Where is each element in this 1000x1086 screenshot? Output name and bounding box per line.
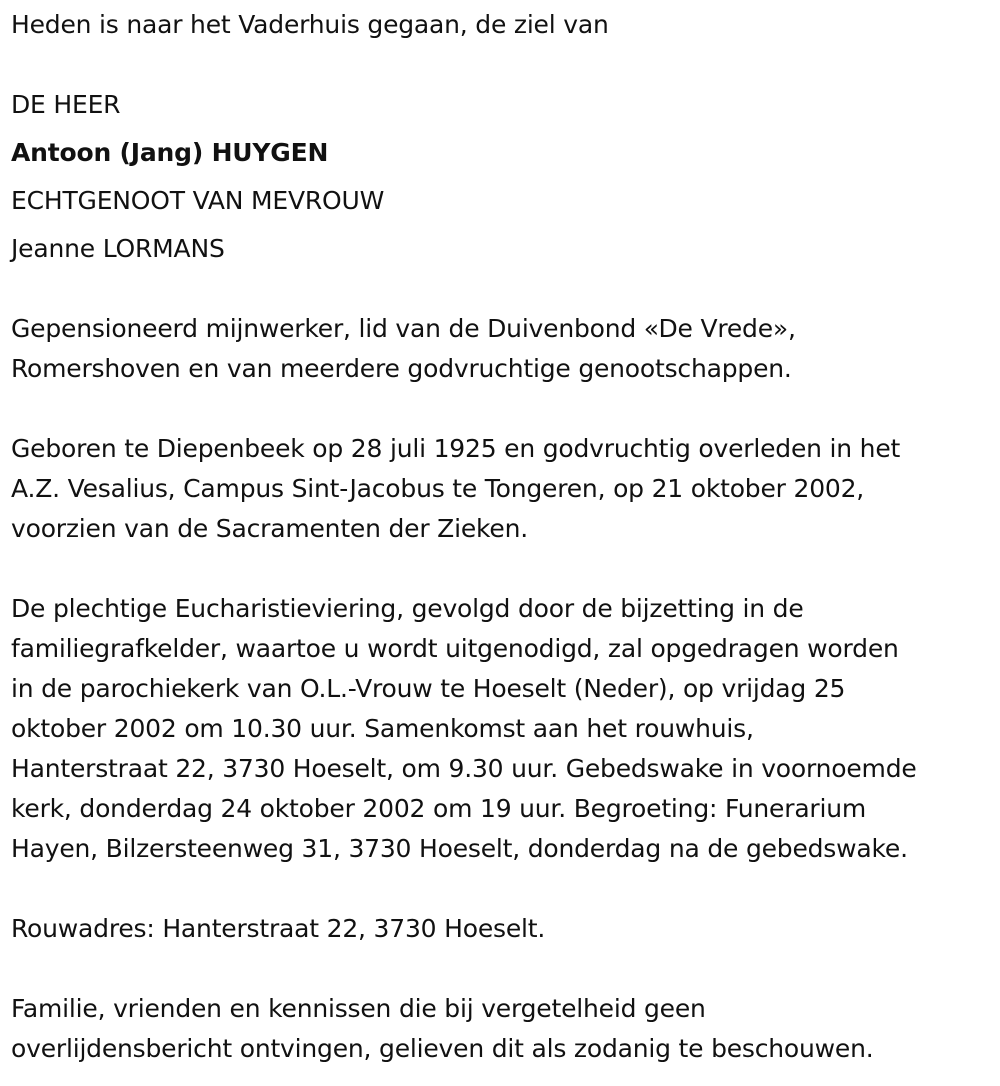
- spouse-label: ECHTGENOOT VAN MEVROUW: [11, 186, 385, 215]
- bio-line: Romershoven en van meerdere godvruchtige genootschappen.: [11, 354, 792, 383]
- honorific-title: DE HEER: [11, 90, 121, 119]
- ceremony-line: in de parochiekerk van O.L.-Vrouw te Hoeselt (Neder), op vrijdag 25: [11, 674, 846, 703]
- birth-death-line: Geboren te Diepenbeek op 28 juli 1925 en godvruchtig overleden in het: [11, 434, 901, 463]
- spouse-name: Jeanne LORMANS: [11, 234, 225, 263]
- closing-line: Familie, vrienden en kennissen die bij vergetelheid geen: [11, 994, 706, 1023]
- ceremony-line: oktober 2002 om 10.30 uur. Samenkomst aan het rouwhuis,: [11, 714, 754, 743]
- closing-line: overlijdensbericht ontvingen, gelieven dit als zodanig te beschouwen.: [11, 1034, 874, 1063]
- bio-line: Gepensioneerd mijnwerker, lid van de Duivenbond «De Vrede»,: [11, 314, 796, 343]
- ceremony-line: De plechtige Eucharistieviering, gevolgd door de bijzetting in de: [11, 594, 804, 623]
- ceremony-line: Hayen, Bilzersteenweg 31, 3730 Hoeselt, donderdag na de gebedswake.: [11, 834, 908, 863]
- ceremony-line: kerk, donderdag 24 oktober 2002 om 19 uur. Begroeting: Funerarium: [11, 794, 867, 823]
- ceremony-line: Hanterstraat 22, 3730 Hoeselt, om 9.30 uur. Gebedswake in voornoemde: [11, 754, 917, 783]
- ceremony-line: familiegrafkelder, waartoe u wordt uitgenodigd, zal opgedragen worden: [11, 634, 899, 663]
- birth-death-line: voorzien van de Sacramenten der Zieken.: [11, 514, 528, 543]
- intro-text: Heden is naar het Vaderhuis gegaan, de ziel van: [11, 10, 609, 39]
- mourning-address: Rouwadres: Hanterstraat 22, 3730 Hoeselt.: [11, 914, 546, 943]
- deceased-name: Antoon (Jang) HUYGEN: [11, 138, 329, 167]
- birth-death-line: A.Z. Vesalius, Campus Sint-Jacobus te Tongeren, op 21 oktober 2002,: [11, 474, 865, 503]
